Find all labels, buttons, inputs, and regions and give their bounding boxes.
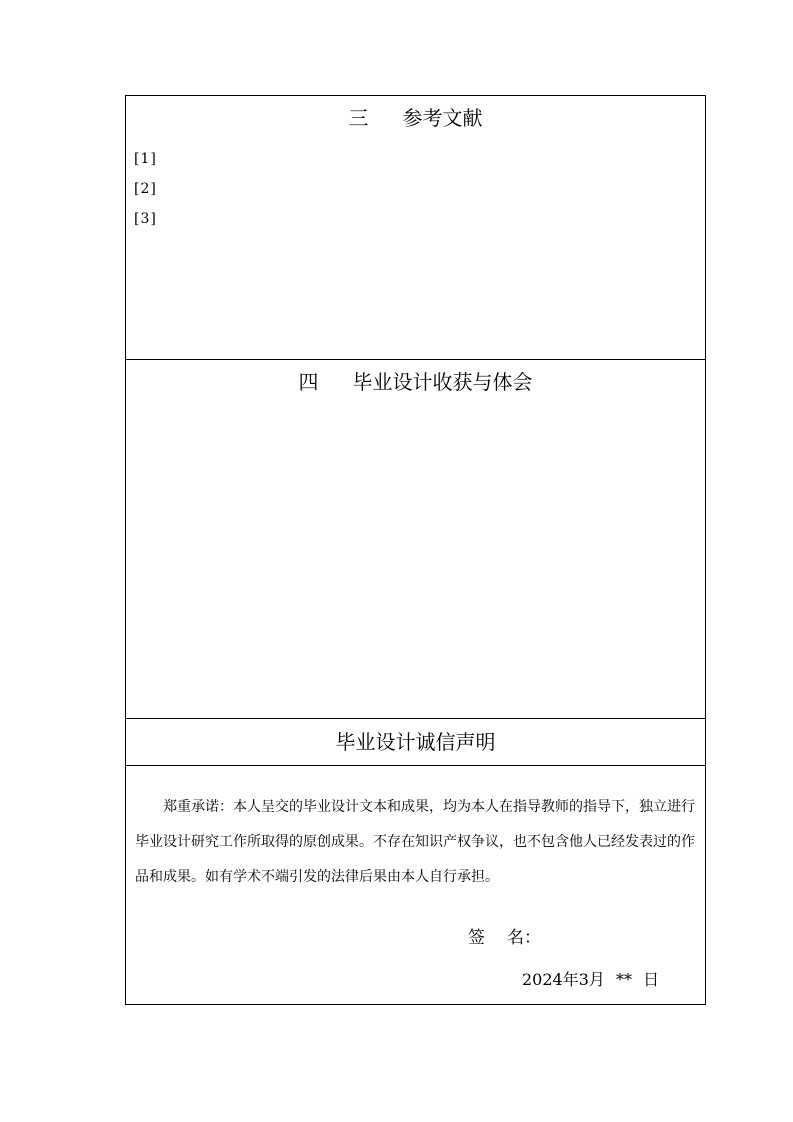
- date-line: [522, 968, 659, 992]
- reference-item: [3]: [134, 211, 157, 227]
- signature-label-part1: 签: [468, 928, 485, 948]
- integrity-statement: 郑重承诺：本人呈交的毕业设计文本和成果，均为本人在指导教师的指导下，独立进行毕业设计研究工作所取得的原创成果。不存在知识产权争议，也不包含他人已经发表过的作品和成果。如有学术不端引发的法律后果由本人自行承担。: [135, 799, 695, 885]
- integrity-title-row: [126, 719, 705, 766]
- harvest-section-number: 四: [298, 370, 319, 394]
- references-heading: [126, 106, 705, 130]
- declaration-form-table: [125, 95, 706, 1005]
- references-title: 参考文献: [402, 106, 483, 130]
- reference-list: [134, 144, 157, 234]
- references-section: [126, 96, 705, 360]
- reference-item: [2]: [134, 181, 157, 197]
- date-year-month: 2024年3月: [522, 970, 605, 989]
- harvest-heading: [126, 370, 705, 394]
- references-section-number: 三: [348, 106, 369, 130]
- integrity-body: [126, 766, 705, 1004]
- signature-label-part2: 名：: [507, 928, 541, 948]
- date-day-placeholder: **: [616, 970, 632, 989]
- signature-line: [468, 926, 541, 950]
- reference-item: [1]: [134, 151, 157, 167]
- date-day-label: 日: [643, 970, 660, 989]
- harvest-title: 毕业设计收获与体会: [352, 370, 533, 394]
- integrity-title: 毕业设计诚信声明: [335, 730, 496, 754]
- harvest-section: [126, 360, 705, 719]
